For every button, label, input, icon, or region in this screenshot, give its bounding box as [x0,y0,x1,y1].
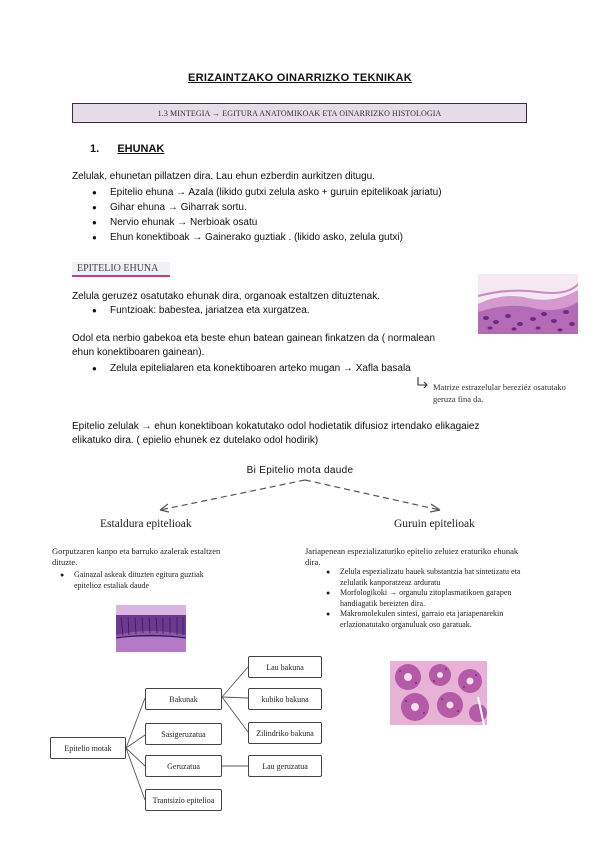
list-item-line: zelulatik kanporatzeaz arduratu [340,577,441,587]
paragraph-line: elikatuko dira. ( epielio ehunek ez dutelako odol hodirik) [72,435,319,446]
diagram-leaf-kubiko-bakuna: kubiko bakuna [248,688,322,710]
list-item-line: ● Zelula espezializatu hauek substantzia bat sintetizatu eta [340,567,521,576]
diagram-leaf-lau-geruzatua: Lau geruzatua [248,755,322,777]
list-item [318,609,520,630]
basal-lamina-list [90,361,411,376]
paragraph-line: Epitelio zelulak → ehun konektiboan kokatutako odol hodietatik difusioz irtendako elikagaiez [72,421,480,432]
description-line: dituzte. [52,557,78,567]
diagram-node-sasigeruzatua: Sasigeruzatua [145,723,222,745]
section-heading [90,143,164,155]
section-title: EHUNAK [117,143,165,155]
covering-description [52,546,220,568]
paragraph-line: Odol eta nerbio gabekoa eta beste ehun batean gainean finkatzen da ( normalean [72,333,436,344]
list-item-line: ● Morfologikoki → organulu zitoplasmatikoen garapen [340,588,512,597]
diagram-node-geruzatua: Geruzatua [145,755,222,777]
corner-arrow-icon [416,376,430,390]
types-heading: Bi Epitelio mota daude [246,465,354,476]
epitelio-definition: Zelula geruzez osatutako ehunak dira, organoak estaltzen dituztenak. [72,291,380,302]
list-item-line: epitelioz estaliak daude [74,580,150,590]
note-line: Matrize estrazelular bereziéz osatutako [433,382,566,392]
section-intro: Zelulak, ehunetan pillatzen dira. Lau ehun ezberdin aurkitzen ditugu. [72,171,375,182]
covering-epithelium-title: Estaldura epitelioak [100,518,192,530]
list-item-line: handiagatik bereizten dira. [340,598,426,608]
covering-list [52,570,204,591]
list-item: ● Nervio ehunak → Nerbioak osatu [90,215,442,230]
list-item-line: ● Makromolekulen sintesi, garraio eta jariapenarekin [340,609,504,618]
epitelio-section-tag: EPITELIO EHUNA [72,262,170,277]
list-item [318,588,520,609]
diagram-leaf-lau-bakuna: Lau bakuna [248,656,322,678]
basal-lamina-note [433,381,566,405]
glandular-epithelium-title: Guruin epitelioak [394,518,475,530]
branch-arrows [0,470,600,520]
diagram-node-trantsizio: Trantsizio epitelioa [145,789,222,811]
diagram-leaf-zilindriko-bakuna: Zilindriko bakuna [248,722,322,744]
list-item: ● Epitelio ehuna → Azala (likido gutxi zelula asko + guruin epitelikoak jariatu) [90,185,442,200]
list-item: ● Funtzioak: babestea, jariatzea eta xurgatzea. [90,303,310,318]
diagram-node-bakunak: Bakunak [145,688,222,710]
note-line: geruza fina da. [433,394,484,404]
list-item: ● Gihar ehuna → Giharrak sortu. [90,200,442,215]
diagram-root-box: Epitelio motak [50,737,126,759]
seminar-banner: 1.3 MINTEGIA → EGITURA ANATOMIKOAK ETA OINARRIZKO HISTOLOGIA [72,103,527,123]
list-item [52,570,204,591]
paragraph-line: ehun konektiboaren gainean). [72,347,205,358]
glandular-list [318,567,520,630]
list-item [318,567,520,588]
glandular-description [305,546,518,568]
tissue-list [90,185,442,245]
list-item: ● Zelula epitelialaren eta konektiboaren arteko mugan → Xafla basala [90,361,411,376]
nutrition-paragraph [72,420,479,448]
functions-list [90,303,310,318]
description-line: Jariapenean espezializaturiko epitelio zeluiez eraturiko ehunak [305,546,519,556]
epitelio-paragraph-2 [72,332,435,360]
list-item: ● Ehun konektiboak → Gainerako guztiak . (likido asko, zelula gutxi) [90,230,442,245]
description-line: Gorputzaren kanpo eta barruko azalerak estaltzen [52,546,221,556]
description-line: dira. [305,557,321,567]
section-number: 1. [90,143,100,155]
epithelium-micrograph [478,274,578,334]
document-title: ERIZAINTZAKO OINARRIZKO TEKNIKAK [187,72,413,84]
list-item-line: erlazionatutako organuluak oso garatuak. [340,619,472,629]
list-item-line: ● Gainazal askeak dituzten egitura guztiak [74,570,204,579]
